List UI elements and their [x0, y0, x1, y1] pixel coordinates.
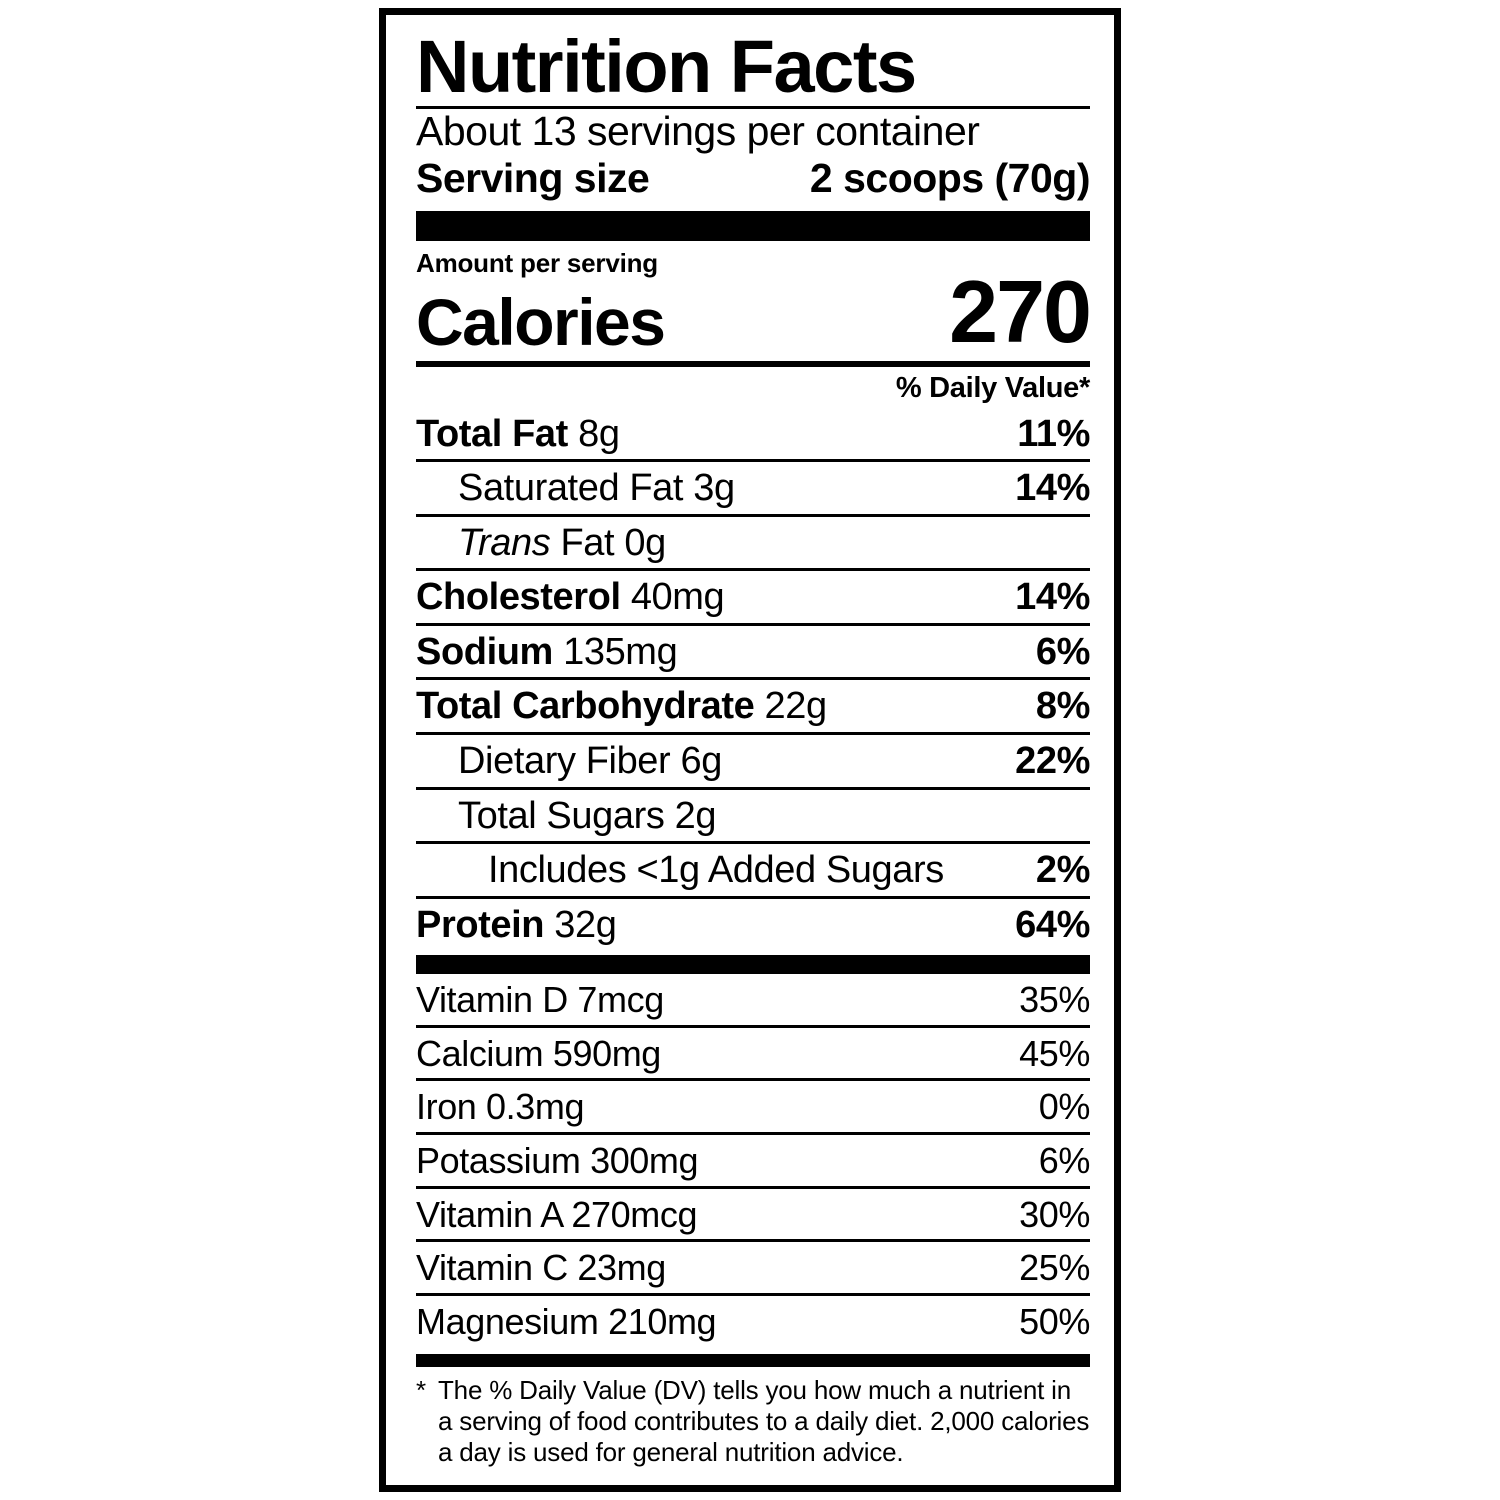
- nutrient-name: Total Fat 8g: [416, 412, 620, 455]
- nutrient-name: Saturated Fat 3g: [458, 467, 735, 510]
- vitamin-name: Calcium 590mg: [416, 1032, 661, 1074]
- nutrient-dv: 14%: [1015, 576, 1090, 619]
- vitamin-name: Magnesium 210mg: [416, 1300, 717, 1342]
- vitamin-name: Vitamin A 270mcg: [416, 1193, 698, 1235]
- table-row: [416, 1293, 1090, 1347]
- nutrient-name: Dietary Fiber 6g: [458, 740, 722, 783]
- nutrient-dv: 8%: [1035, 685, 1090, 728]
- nutrient-dv: 11%: [1017, 412, 1090, 455]
- table-row: [416, 1078, 1090, 1132]
- table-row: [416, 1186, 1090, 1240]
- table-row: [416, 459, 1090, 514]
- table-row: [416, 623, 1090, 678]
- servings-per-container: About 13 servings per container: [416, 108, 980, 155]
- vitamin-dv: 0%: [1038, 1086, 1090, 1128]
- serving-size-row: [416, 155, 1090, 204]
- table-row: [416, 514, 1090, 569]
- table-row: [416, 841, 1090, 896]
- vitamin-name: Potassium 300mg: [416, 1140, 699, 1181]
- table-row: [416, 408, 1090, 460]
- vitamins-divider: [416, 955, 1090, 974]
- footnote-divider: [416, 1354, 1090, 1367]
- nutrient-dv: 2%: [1035, 849, 1090, 892]
- nutrient-name: Total Carbohydrate 22g: [416, 685, 827, 728]
- footnote-marker: *: [416, 1375, 426, 1406]
- vitamin-dv: 35%: [1019, 979, 1090, 1021]
- nutrient-name: Protein 32g: [416, 903, 617, 946]
- calories-label: Calories: [416, 284, 665, 359]
- vitamin-dv: 25%: [1019, 1247, 1090, 1289]
- nutrient-name: Sodium 135mg: [416, 630, 678, 673]
- calories-value: 270: [949, 261, 1090, 361]
- nutrient-dv: 64%: [1015, 903, 1090, 946]
- thick-divider-top: [416, 211, 1090, 241]
- nutrient-dv: 6%: [1035, 630, 1090, 673]
- table-row: [416, 677, 1090, 732]
- daily-value-header: % Daily Value*: [895, 371, 1090, 404]
- nutrition-facts-panel: [379, 8, 1121, 1492]
- nutrient-name: Cholesterol 40mg: [416, 576, 725, 619]
- footnote-text: The % Daily Value (DV) tells you how much a nutrient in a serving of food contributes to a daily diet. 2,000 calories a day is used for general nutrition advice.: [438, 1375, 1090, 1467]
- vitamin-dv: 50%: [1019, 1300, 1090, 1342]
- vitamin-name: Vitamin C 23mg: [416, 1247, 666, 1289]
- table-row: [416, 787, 1090, 842]
- nutrient-dv: 14%: [1015, 467, 1090, 510]
- table-row: [416, 1025, 1090, 1079]
- table-row: [416, 732, 1090, 787]
- nutrient-name: Includes <1g Added Sugars: [488, 849, 944, 892]
- table-row: [416, 1239, 1090, 1293]
- table-row: [416, 568, 1090, 623]
- label-title: Nutrition Facts: [416, 25, 916, 108]
- vitamin-name: Vitamin D 7mcg: [416, 979, 664, 1021]
- table-row: [416, 896, 1090, 951]
- nutrient-dv: 22%: [1015, 740, 1090, 783]
- vitamin-dv: 30%: [1019, 1193, 1090, 1235]
- table-row: [416, 974, 1090, 1025]
- serving-size-label: Serving size: [416, 155, 650, 202]
- nutrition-facts-content: [416, 23, 1090, 1467]
- amount-per-serving-label: Amount per serving: [416, 247, 658, 278]
- nutrient-name: Trans Fat 0g: [458, 521, 666, 564]
- vitamin-dv: 6%: [1038, 1140, 1090, 1181]
- table-row: [416, 1132, 1090, 1186]
- footnote: [416, 1367, 1090, 1467]
- serving-size-value: 2 scoops (70g): [809, 155, 1090, 202]
- vitamin-name: Iron 0.3mg: [416, 1086, 585, 1128]
- nutrient-name: Total Sugars 2g: [458, 794, 717, 837]
- vitamin-dv: 45%: [1019, 1032, 1090, 1074]
